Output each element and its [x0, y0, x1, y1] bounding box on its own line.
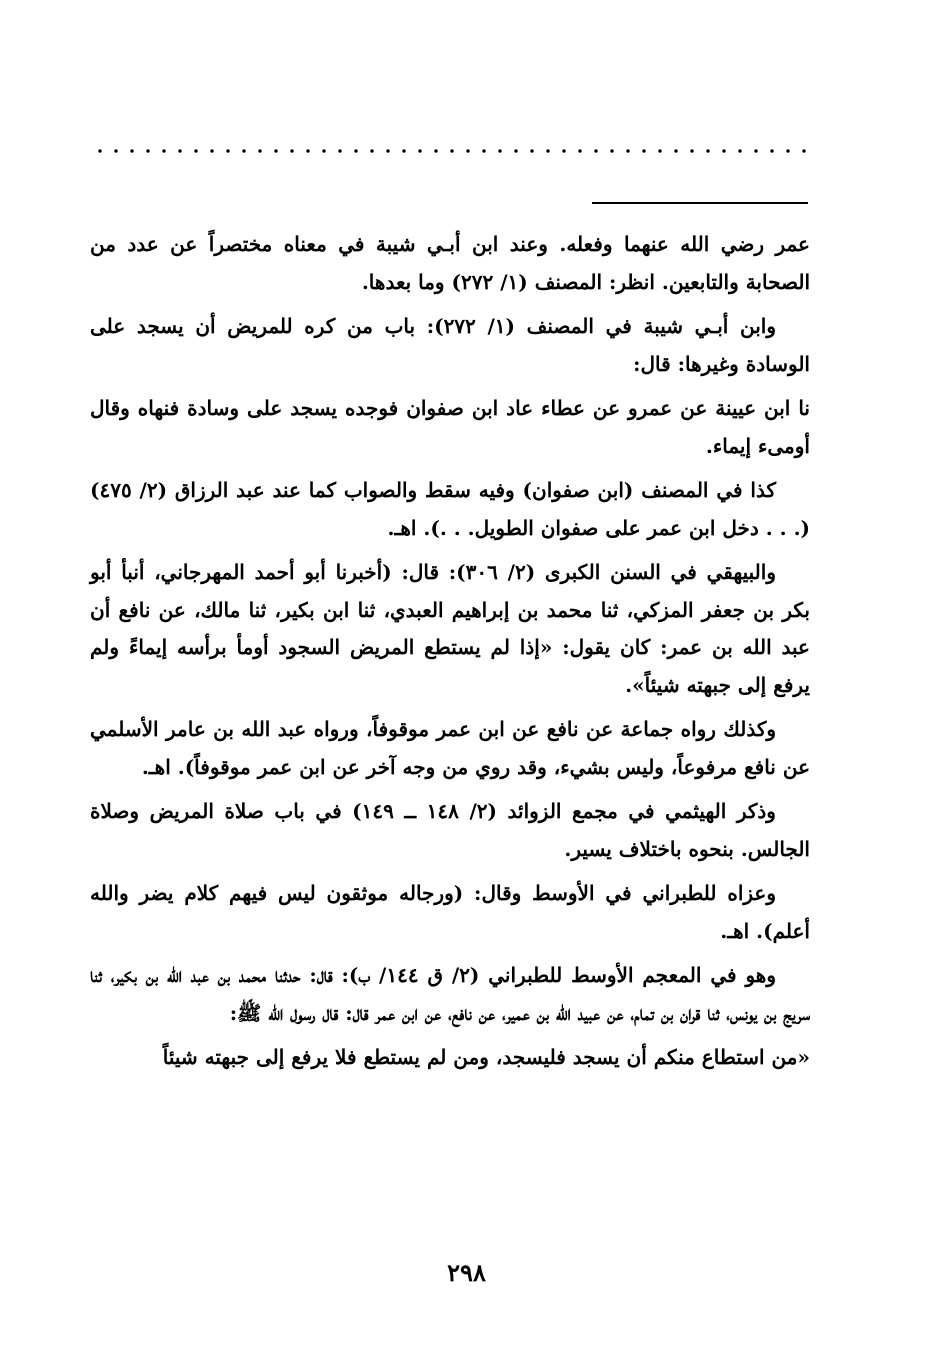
paragraph-10: «من استطاع منكم أن يسجد فليسجد، ومن لم يستطع فلا يرفع إلى جبهته شيئاً — [162, 1045, 810, 1069]
paragraph-9: وهو في المعجم الأوسط للطبراني (٢/ ق ١٤٤/ ب): قال: حدثنا محمد بن عبد الله بن بكير، ثنا سريج بن يونس، ثنا قران بن تمام، عن عبيد الله بن عمير، عن نافع، عن ابن عمر قال: قال رسول الله ﷺ: — [90, 963, 810, 1025]
paragraph-6: وكذلك رواه جماعة عن نافع عن ابن عمر موقوفاً، ورواه عبد الله بن عامر الأسلمي عن نافع مرفوعاً، وليس بشيء، وقد روي من وجه آخر عن ابن عمر موقوفاً). اهـ. — [90, 717, 810, 779]
footnote-separator-line — [592, 202, 808, 204]
paragraph-3: نا ابن عيينة عن عمرو عن عطاء عاد ابن صفوان فوجده يسجد على وسادة فنهاه وقال أومىء إيماء. — [90, 396, 810, 458]
paragraph-1: عمر رضي الله عنهما وفعله. وعند ابن أبـي شيبة في معناه مختصراً عن عدد من الصحابة والتابعين. انظر: المصنف (١/ ٢٧٢) وما بعدها. — [90, 232, 810, 294]
paragraph-7: وذكر الهيثمي في مجمع الزوائد (٢/ ١٤٨ ــ ١٤٩) في باب صلاة المريض وصلاة الجالس. بنحوه باختلاف يسير. — [90, 799, 810, 861]
paragraph-4: كذا في المصنف (ابن صفوان) وفيه سقط والصواب كما عند عبد الرزاق (٢/ ٤٧٥) (. . . دخل ابن عمر على صفوان الطويل. . .). اهـ. — [90, 478, 810, 540]
paragraph-2: وابن أبـي شيبة في المصنف (١/ ٢٧٢): باب من كره للمريض أن يسجد على الوسادة وغيرها: قال: — [90, 314, 810, 376]
paragraph-8: وعزاه للطبراني في الأوسط وقال: (ورجاله موثقون ليس فيهم كلام يضر والله أعلم). اهـ. — [90, 881, 810, 943]
page-number: ٢٩٨ — [447, 1258, 486, 1287]
footnote-text-block — [90, 226, 810, 1084]
paragraph-5: والبيهقي في السنن الكبرى (٢/ ٣٠٦): قال: (أخبرنا أبو أحمد المهرجاني، أنبأ أبو بكر بن جعفر المزكي، ثنا محمد بن إبراهيم العبدي، ثنا ابن بكير، ثنا مالك، عن نافع أن عبد الله بن عمر: كان يقول: «إذا لم يستطع المريض السجود أومأ برأسه إيماءً ولم يرفع إلى جبهته شيئاً». — [90, 560, 810, 697]
dotted-separator — [92, 146, 810, 156]
